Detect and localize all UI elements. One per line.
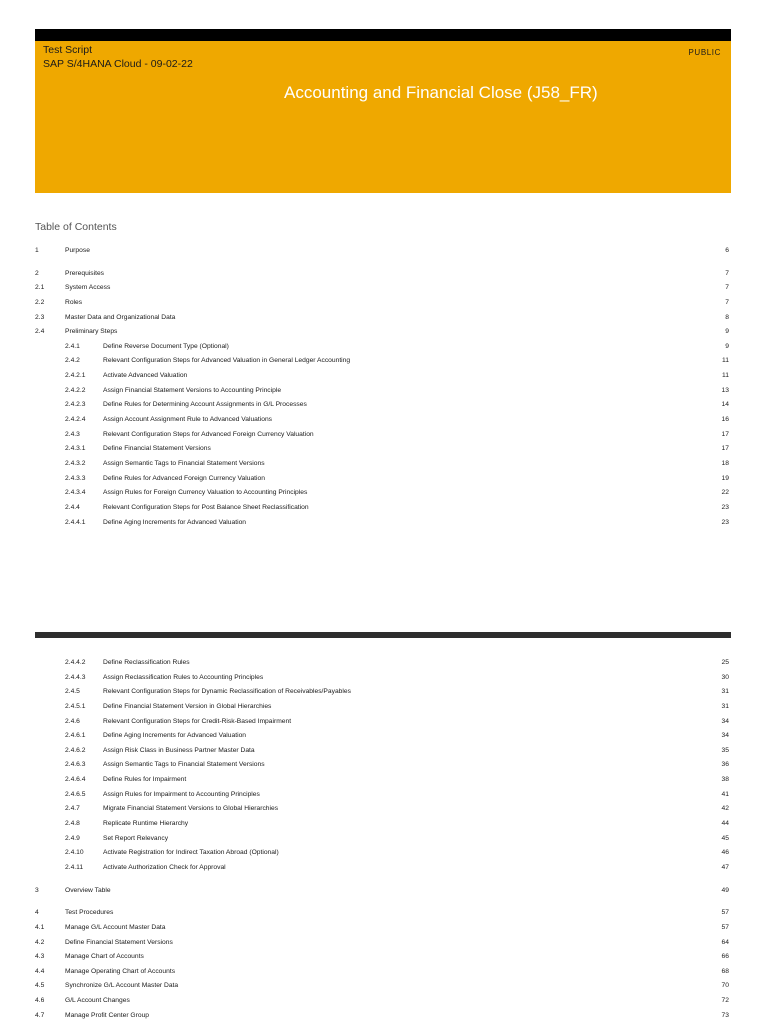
toc-entry[interactable] [35, 384, 729, 399]
toc-entry-title: Relevant Configuration Steps for Advanced Foreign Currency Valuation [103, 430, 314, 438]
toc-entry-title: Assign Rules for Impairment to Accounting Principles [103, 790, 260, 798]
toc-entry-page: 18 [721, 459, 729, 467]
toc-entry-number: 4.2 [35, 938, 45, 946]
toc-entry[interactable] [35, 398, 729, 413]
toc-entry-title: Activate Advanced Valuation [103, 372, 188, 380]
toc-entry-number: 4.5 [35, 982, 45, 990]
toc-entry-page: 17 [721, 430, 729, 438]
toc-entry[interactable] [35, 656, 729, 671]
toc-entry-number: 2.4.8 [65, 820, 80, 828]
toc-entry-page: 41 [721, 790, 729, 798]
toc-entry-title: Define Financial Statement Versions [103, 445, 211, 453]
toc-entry-number: 4 [35, 909, 39, 917]
toc-entry[interactable] [35, 744, 729, 759]
toc-entry-number: 2.4.5.1 [65, 702, 86, 710]
toc-entry[interactable] [35, 979, 729, 994]
toc-entry-page: 73 [721, 1011, 729, 1019]
toc-entry[interactable] [35, 428, 729, 443]
toc-entry[interactable] [35, 758, 729, 773]
toc-entry-page: 22 [721, 489, 729, 497]
toc-entry[interactable] [35, 501, 729, 516]
toc-entry-number: 2.4.6.1 [65, 732, 86, 740]
toc-entry-page: 64 [721, 938, 729, 946]
product-version: SAP S/4HANA Cloud - 09-02-22 [43, 58, 193, 70]
toc-entry[interactable] [35, 906, 729, 921]
toc-entry-title: Define Rules for Impairment [103, 776, 187, 784]
toc-entry[interactable] [35, 994, 729, 1009]
toc-entry-page: 34 [721, 732, 729, 740]
toc-entry-page: 70 [721, 982, 729, 990]
toc-entry[interactable] [35, 281, 729, 296]
toc-entry-title: Roles [65, 298, 83, 306]
toc-entry-page: 34 [721, 717, 729, 725]
toc-entry[interactable] [35, 965, 729, 980]
toc-entry-number: 2.4.3.4 [65, 489, 86, 497]
toc-entry-number: 2.4 [35, 328, 45, 336]
toc-entry-number: 2 [35, 269, 39, 277]
toc-entry-page: 19 [721, 474, 729, 482]
toc-entry-page: 11 [722, 357, 729, 365]
toc-entry-page: 13 [721, 386, 729, 394]
toc-entry-page: 35 [721, 746, 729, 754]
toc-entry-page: 7 [725, 269, 729, 277]
toc-entry-page: 23 [721, 518, 729, 526]
toc-entry-title: Relevant Configuration Steps for Advanced Valuation in General Ledger Accounting [103, 357, 351, 365]
toc-entry-page: 9 [725, 328, 729, 336]
toc-entry-number: 2.4.4.2 [65, 659, 86, 666]
toc-entry-number: 2.4.7 [65, 805, 80, 813]
toc-entry-title: Assign Risk Class in Business Partner Master Data [103, 746, 255, 754]
toc-entry-number: 2.4.6.5 [65, 790, 86, 798]
toc-entry-title: Assign Account Assignment Rule to Advanced Valuations [103, 416, 273, 424]
toc-entry-page: 14 [721, 401, 729, 409]
toc-entry-title: Overview Table [65, 886, 111, 894]
toc-entry-title: Relevant Configuration Steps for Post Balance Sheet Reclassification [103, 503, 309, 511]
toc-entry-number: 2.4.5 [65, 688, 80, 696]
toc-entry-number: 2.4.11 [65, 863, 84, 871]
toc-entry[interactable] [35, 1009, 729, 1024]
toc-entry[interactable] [35, 486, 729, 501]
toc-entry-page: 25 [721, 659, 729, 666]
toc-entry-title: Define Rules for Advanced Foreign Currency Valuation [103, 474, 265, 482]
toc-entry-number: 4.3 [35, 953, 45, 961]
toc-entry-page: 6 [725, 247, 729, 254]
toc-entry-title: Prerequisites [65, 269, 105, 277]
toc-entry-page: 8 [725, 313, 729, 321]
toc-entry[interactable] [35, 516, 729, 531]
toc-entry-number: 2.4.6.3 [65, 761, 86, 769]
top-bar [35, 29, 731, 41]
toc-entry[interactable] [35, 244, 729, 259]
page-divider [35, 632, 731, 638]
toc-entry-number: 4.4 [35, 967, 45, 975]
toc-entry-title: Activate Authorization Check for Approval [103, 863, 226, 871]
toc-entry-number: 2.4.3 [65, 430, 80, 438]
toc-entry[interactable] [35, 325, 729, 340]
toc-entry-title: Define Reverse Document Type (Optional) [103, 342, 229, 350]
toc-entry[interactable] [35, 729, 729, 744]
toc-entry-page: 36 [721, 761, 729, 769]
toc-entry-title: Assign Semantic Tags to Financial Statement Versions [103, 459, 265, 467]
toc-entry[interactable] [35, 296, 729, 311]
toc-entry-title: Migrate Financial Statement Versions to Global Hierarchies [103, 805, 279, 813]
toc-entry-number: 4.6 [35, 997, 45, 1005]
toc-entry-title: Preliminary Steps [65, 328, 118, 336]
toc-entry[interactable] [35, 832, 729, 847]
toc-entry-number: 2.4.4.1 [65, 518, 86, 526]
toc-entry[interactable] [35, 354, 729, 369]
toc-entry[interactable] [35, 413, 729, 428]
toc-entry-page: 7 [725, 284, 729, 292]
toc-entry[interactable] [35, 369, 729, 384]
toc-entry[interactable] [35, 773, 729, 788]
toc-heading: Table of Contents [35, 221, 117, 233]
toc-entry-title: Assign Reclassification Rules to Accounting Principles [103, 673, 264, 681]
toc-entry-page: 46 [721, 849, 729, 857]
toc-entry[interactable] [35, 921, 729, 936]
toc-entry-title: Manage G/L Account Master Data [65, 923, 166, 931]
toc-entry-page: 9 [725, 342, 729, 350]
header-banner [35, 41, 731, 193]
toc-entry-number: 2.4.2 [65, 357, 80, 365]
toc-entry[interactable] [35, 788, 729, 803]
classification-label: PUBLIC [688, 48, 721, 57]
toc-entry-title: Define Aging Increments for Advanced Valuation [103, 518, 247, 526]
toc-entry[interactable] [35, 846, 729, 861]
toc-entry[interactable] [35, 340, 729, 355]
toc-entry[interactable] [35, 267, 729, 282]
toc-entry[interactable] [35, 802, 729, 817]
toc-entry-number: 2.4.9 [65, 834, 80, 842]
toc-entry-title: Define Reclassification Rules [103, 659, 190, 666]
toc-entry-number: 2.4.2.4 [65, 416, 86, 424]
toc-entry[interactable] [35, 861, 729, 876]
document-title: Accounting and Financial Close (J58_FR) [284, 83, 598, 102]
toc-entry-title: Assign Semantic Tags to Financial Statement Versions [103, 761, 265, 769]
toc-entry-page: 57 [721, 909, 729, 917]
toc-entry-page: 68 [721, 967, 729, 975]
toc-entry-title: Manage Chart of Accounts [65, 953, 144, 961]
toc-entry[interactable] [35, 685, 729, 700]
toc-entry-page: 31 [721, 702, 729, 710]
toc-entry-title: Master Data and Organizational Data [65, 313, 176, 321]
toc-entry-title: Purpose [65, 247, 90, 254]
toc-entry-number: 1 [35, 247, 39, 254]
toc-entry-title: Define Financial Statement Versions [65, 938, 173, 946]
toc-entry-page: 66 [721, 953, 729, 961]
toc-entry-page: 31 [721, 688, 729, 696]
toc-entry-title: Define Aging Increments for Advanced Valuation [103, 732, 247, 740]
toc-entry-page: 11 [722, 372, 729, 380]
toc-entry-title: Test Procedures [65, 909, 114, 917]
toc-entry-number: 2.4.2.1 [65, 372, 86, 380]
toc-entry-title: Synchronize G/L Account Master Data [65, 982, 179, 990]
toc-entry[interactable] [35, 715, 729, 730]
toc-entry-page: 7 [725, 298, 729, 306]
toc-entry-page: 47 [721, 863, 729, 871]
toc-entry-number: 2.2 [35, 298, 45, 306]
toc-list-page-1 [35, 244, 729, 530]
toc-entry-number: 2.4.1 [65, 342, 80, 350]
toc-entry-title: Assign Rules for Foreign Currency Valuation to Accounting Principles [103, 489, 308, 497]
toc-entry-page: 23 [721, 503, 729, 511]
toc-entry-title: Manage Profit Center Group [65, 1011, 150, 1019]
toc-entry-page: 30 [721, 673, 729, 681]
toc-entry-number: 4.7 [35, 1011, 45, 1019]
toc-entry-title: Manage Operating Chart of Accounts [65, 967, 176, 975]
toc-entry-title: Replicate Runtime Hierarchy [103, 820, 189, 828]
toc-entry-title: Define Financial Statement Version in Global Hierarchies [103, 702, 272, 710]
toc-entry-number: 2.4.3.1 [65, 445, 86, 453]
toc-entry[interactable] [35, 884, 729, 899]
toc-entry[interactable] [35, 457, 729, 472]
toc-entry[interactable] [35, 700, 729, 715]
toc-entry[interactable] [35, 817, 729, 832]
toc-entry-page: 44 [721, 820, 729, 828]
toc-entry-page: 45 [721, 834, 729, 842]
toc-entry-number: 3 [35, 886, 39, 894]
toc-entry-page: 17 [721, 445, 729, 453]
toc-entry-number: 2.4.2.2 [65, 386, 86, 394]
toc-entry-page: 72 [721, 997, 729, 1005]
toc-entry-number: 2.4.3.2 [65, 459, 86, 467]
toc-entry-page: 16 [721, 416, 729, 424]
toc-entry-title: Assign Financial Statement Versions to Accounting Principle [103, 386, 282, 394]
toc-entry[interactable] [35, 472, 729, 487]
toc-entry-number: 2.4.6.4 [65, 776, 86, 784]
toc-entry[interactable] [35, 311, 729, 326]
toc-entry[interactable] [35, 936, 729, 951]
toc-entry-number: 2.4.6.2 [65, 746, 86, 754]
toc-entry-title: Relevant Configuration Steps for Dynamic Reclassification of Receivables/Payables [103, 688, 351, 696]
toc-entry-page: 42 [721, 805, 729, 813]
toc-entry-title: Activate Registration for Indirect Taxation Abroad (Optional) [103, 849, 279, 857]
toc-entry-number: 2.4.4 [65, 503, 80, 511]
toc-entry-title: G/L Account Changes [65, 997, 130, 1005]
toc-entry-title: System Access [65, 284, 111, 292]
toc-entry-number: 4.1 [35, 923, 45, 931]
toc-entry-number: 2.4.6 [65, 717, 80, 725]
toc-entry-title: Set Report Relevancy [103, 834, 169, 842]
toc-entry-number: 2.4.4.3 [65, 673, 86, 681]
toc-entry[interactable] [35, 950, 729, 965]
toc-entry-number: 2.4.2.3 [65, 401, 86, 409]
doc-type: Test Script [43, 44, 93, 56]
toc-entry-number: 2.4.10 [65, 849, 84, 857]
toc-entry[interactable] [35, 442, 729, 457]
toc-entry-page: 57 [721, 923, 729, 931]
toc-entry-number: 2.1 [35, 284, 45, 292]
toc-entry-page: 38 [721, 776, 729, 784]
toc-entry-title: Relevant Configuration Steps for Credit-Risk-Based Impairment [103, 717, 292, 725]
toc-entry-page: 49 [721, 886, 729, 894]
toc-entry-title: Define Rules for Determining Account Assignments in G/L Processes [103, 401, 307, 409]
toc-list-page-2 [35, 656, 729, 1023]
toc-entry-number: 2.3 [35, 313, 45, 321]
toc-entry-number: 2.4.3.3 [65, 474, 86, 482]
toc-entry[interactable] [35, 671, 729, 686]
